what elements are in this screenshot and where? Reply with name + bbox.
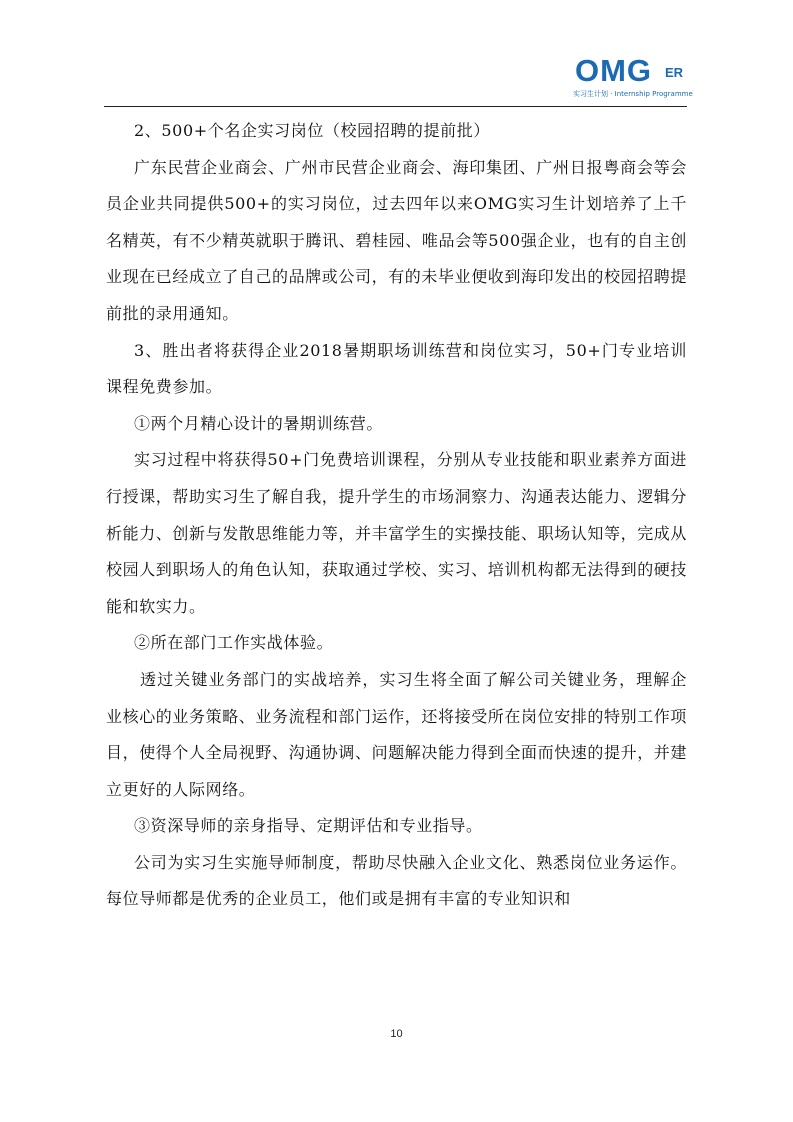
logo-suffix: ER	[665, 65, 684, 80]
list-item-summer-camp: ①两个月精心设计的暑期训练营。	[134, 413, 384, 433]
header-divider	[104, 106, 687, 107]
paragraph-member-companies: 广东民营企业商会、广州市民营企业商会、海印集团、广州日报粤商会等会员企业共同提供500+的实习岗位，过去四年以来OMG实习生计划培养了上千名精英，有不少精英就职于腾讯、碧桂园、唯品会等500强企业，也有的自主创业现在已经成立了自己的品牌或公司，有的未毕业便收到海印发出的校园招聘提前批的录用通知。	[106, 157, 688, 323]
list-item-mentor-guidance: ③资深导师的亲身指导、定期评估和专业指导。	[134, 816, 483, 836]
section-heading-internship-positions: 2、500+个名企实习岗位（校园招聘的提前批）	[134, 121, 490, 140]
section-heading-summer-camp: 3、胜出者将获得企业2018暑期职场训练营和岗位实习，50+门专业培训课程免费参加。	[106, 340, 687, 397]
list-item-department-experience: ②所在部门工作实战体验。	[134, 633, 334, 653]
paragraph-mentor-system: 公司为实习生实施导师制度，帮助尽快融入企业文化、熟悉岗位业务运作。每位导师都是优秀的企业员工，他们或是拥有丰富的专业知识和	[106, 852, 687, 909]
omg-logo	[573, 53, 693, 104]
logo-wordmark: OMG	[575, 53, 653, 88]
paragraph-department-training: 透过关键业务部门的实战培养，实习生将全面了解公司关键业务，理解企业核心的业务策略、业务流程和部门运作，还将接受所在岗位安排的特别工作项目，使得个人全局视野、沟通协调、问题解决能力得到全面而快速的提升，并建立更好的人际网络。	[106, 669, 688, 799]
logo-tagline: 实习生计划 · Internship Programme	[573, 90, 693, 98]
page-number: 10	[390, 1028, 403, 1040]
paragraph-training-courses: 实习过程中将获得50+门免费培训课程，分别从专业技能和职业素养方面进行授课，帮助实习生了解自我，提升学生的市场洞察力、沟通表达能力、逻辑分析能力、创新与发散思维能力等，并丰富学生的实操技能、职场认知等，完成从校园人到职场人的角色认知，获取通过学校、实习、培训机构都无法得到的硬技能和软实力。	[106, 450, 688, 616]
document-body	[106, 113, 687, 918]
page-header	[0, 0, 793, 110]
